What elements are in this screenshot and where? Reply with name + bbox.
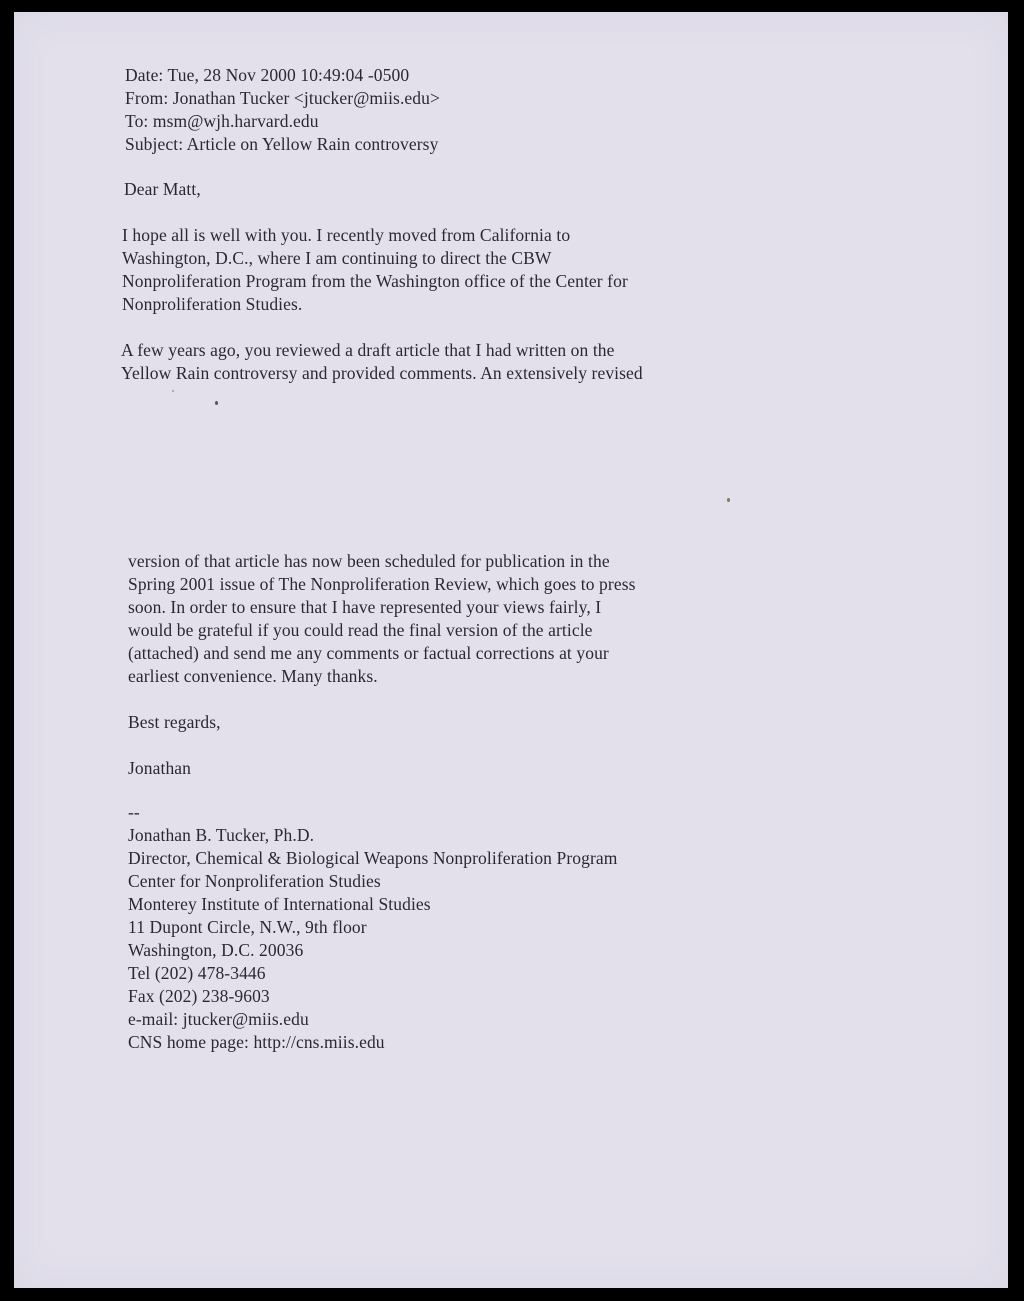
email-to: To: msm@wjh.harvard.edu	[125, 111, 319, 131]
para3-line: version of that article has now been scheduled for publication in the	[128, 551, 610, 571]
signature-line: Washington, D.C. 20036	[128, 940, 304, 960]
closing: Best regards,	[128, 712, 221, 732]
signoff-name: Jonathan	[128, 758, 192, 778]
para1-line: Nonproliferation Studies.	[122, 294, 303, 314]
scan-speck	[215, 401, 218, 405]
signature-line: e-mail: jtucker@miis.edu	[128, 1009, 309, 1029]
para1-line: I hope all is well with you. I recently moved from California to	[122, 225, 571, 245]
para1-line: Washington, D.C., where I am continuing to direct the CBW	[122, 248, 552, 268]
signature-line: CNS home page: http://cns.miis.edu	[128, 1032, 385, 1052]
document-page	[14, 12, 1008, 1288]
signature-line: Fax (202) 238-9603	[128, 986, 270, 1006]
para2-line: A few years ago, you reviewed a draft article that I had written on the	[121, 340, 615, 360]
para2-line: Yellow Rain controversy and provided comments. An extensively revised	[121, 363, 643, 383]
email-subject: Subject: Article on Yellow Rain controversy	[125, 134, 439, 154]
para3-line: earliest convenience. Many thanks.	[128, 666, 378, 686]
scan-speck	[727, 498, 730, 502]
signature-line: Jonathan B. Tucker, Ph.D.	[128, 825, 315, 845]
signature-line: Center for Nonproliferation Studies	[128, 871, 381, 891]
para1-line: Nonproliferation Program from the Washington office of the Center for	[122, 271, 628, 291]
salutation: Dear Matt,	[124, 179, 201, 199]
signature-separator: --	[128, 802, 140, 822]
signature-line: Tel (202) 478-3446	[128, 963, 266, 983]
para3-line: (attached) and send me any comments or factual corrections at your	[128, 643, 609, 663]
signature-line: 11 Dupont Circle, N.W., 9th floor	[128, 917, 367, 937]
para3-line: would be grateful if you could read the final version of the article	[128, 620, 593, 640]
signature-line: Director, Chemical & Biological Weapons Nonproliferation Program	[128, 848, 618, 868]
email-date: Date: Tue, 28 Nov 2000 10:49:04 -0500	[125, 65, 410, 85]
para3-line: soon. In order to ensure that I have represented your views fairly, I	[128, 597, 602, 617]
scan-speck	[172, 390, 174, 392]
email-from: From: Jonathan Tucker <jtucker@miis.edu>	[125, 88, 440, 108]
signature-line: Monterey Institute of International Studies	[128, 894, 431, 914]
para3-line: Spring 2001 issue of The Nonproliferation Review, which goes to press	[128, 574, 636, 594]
